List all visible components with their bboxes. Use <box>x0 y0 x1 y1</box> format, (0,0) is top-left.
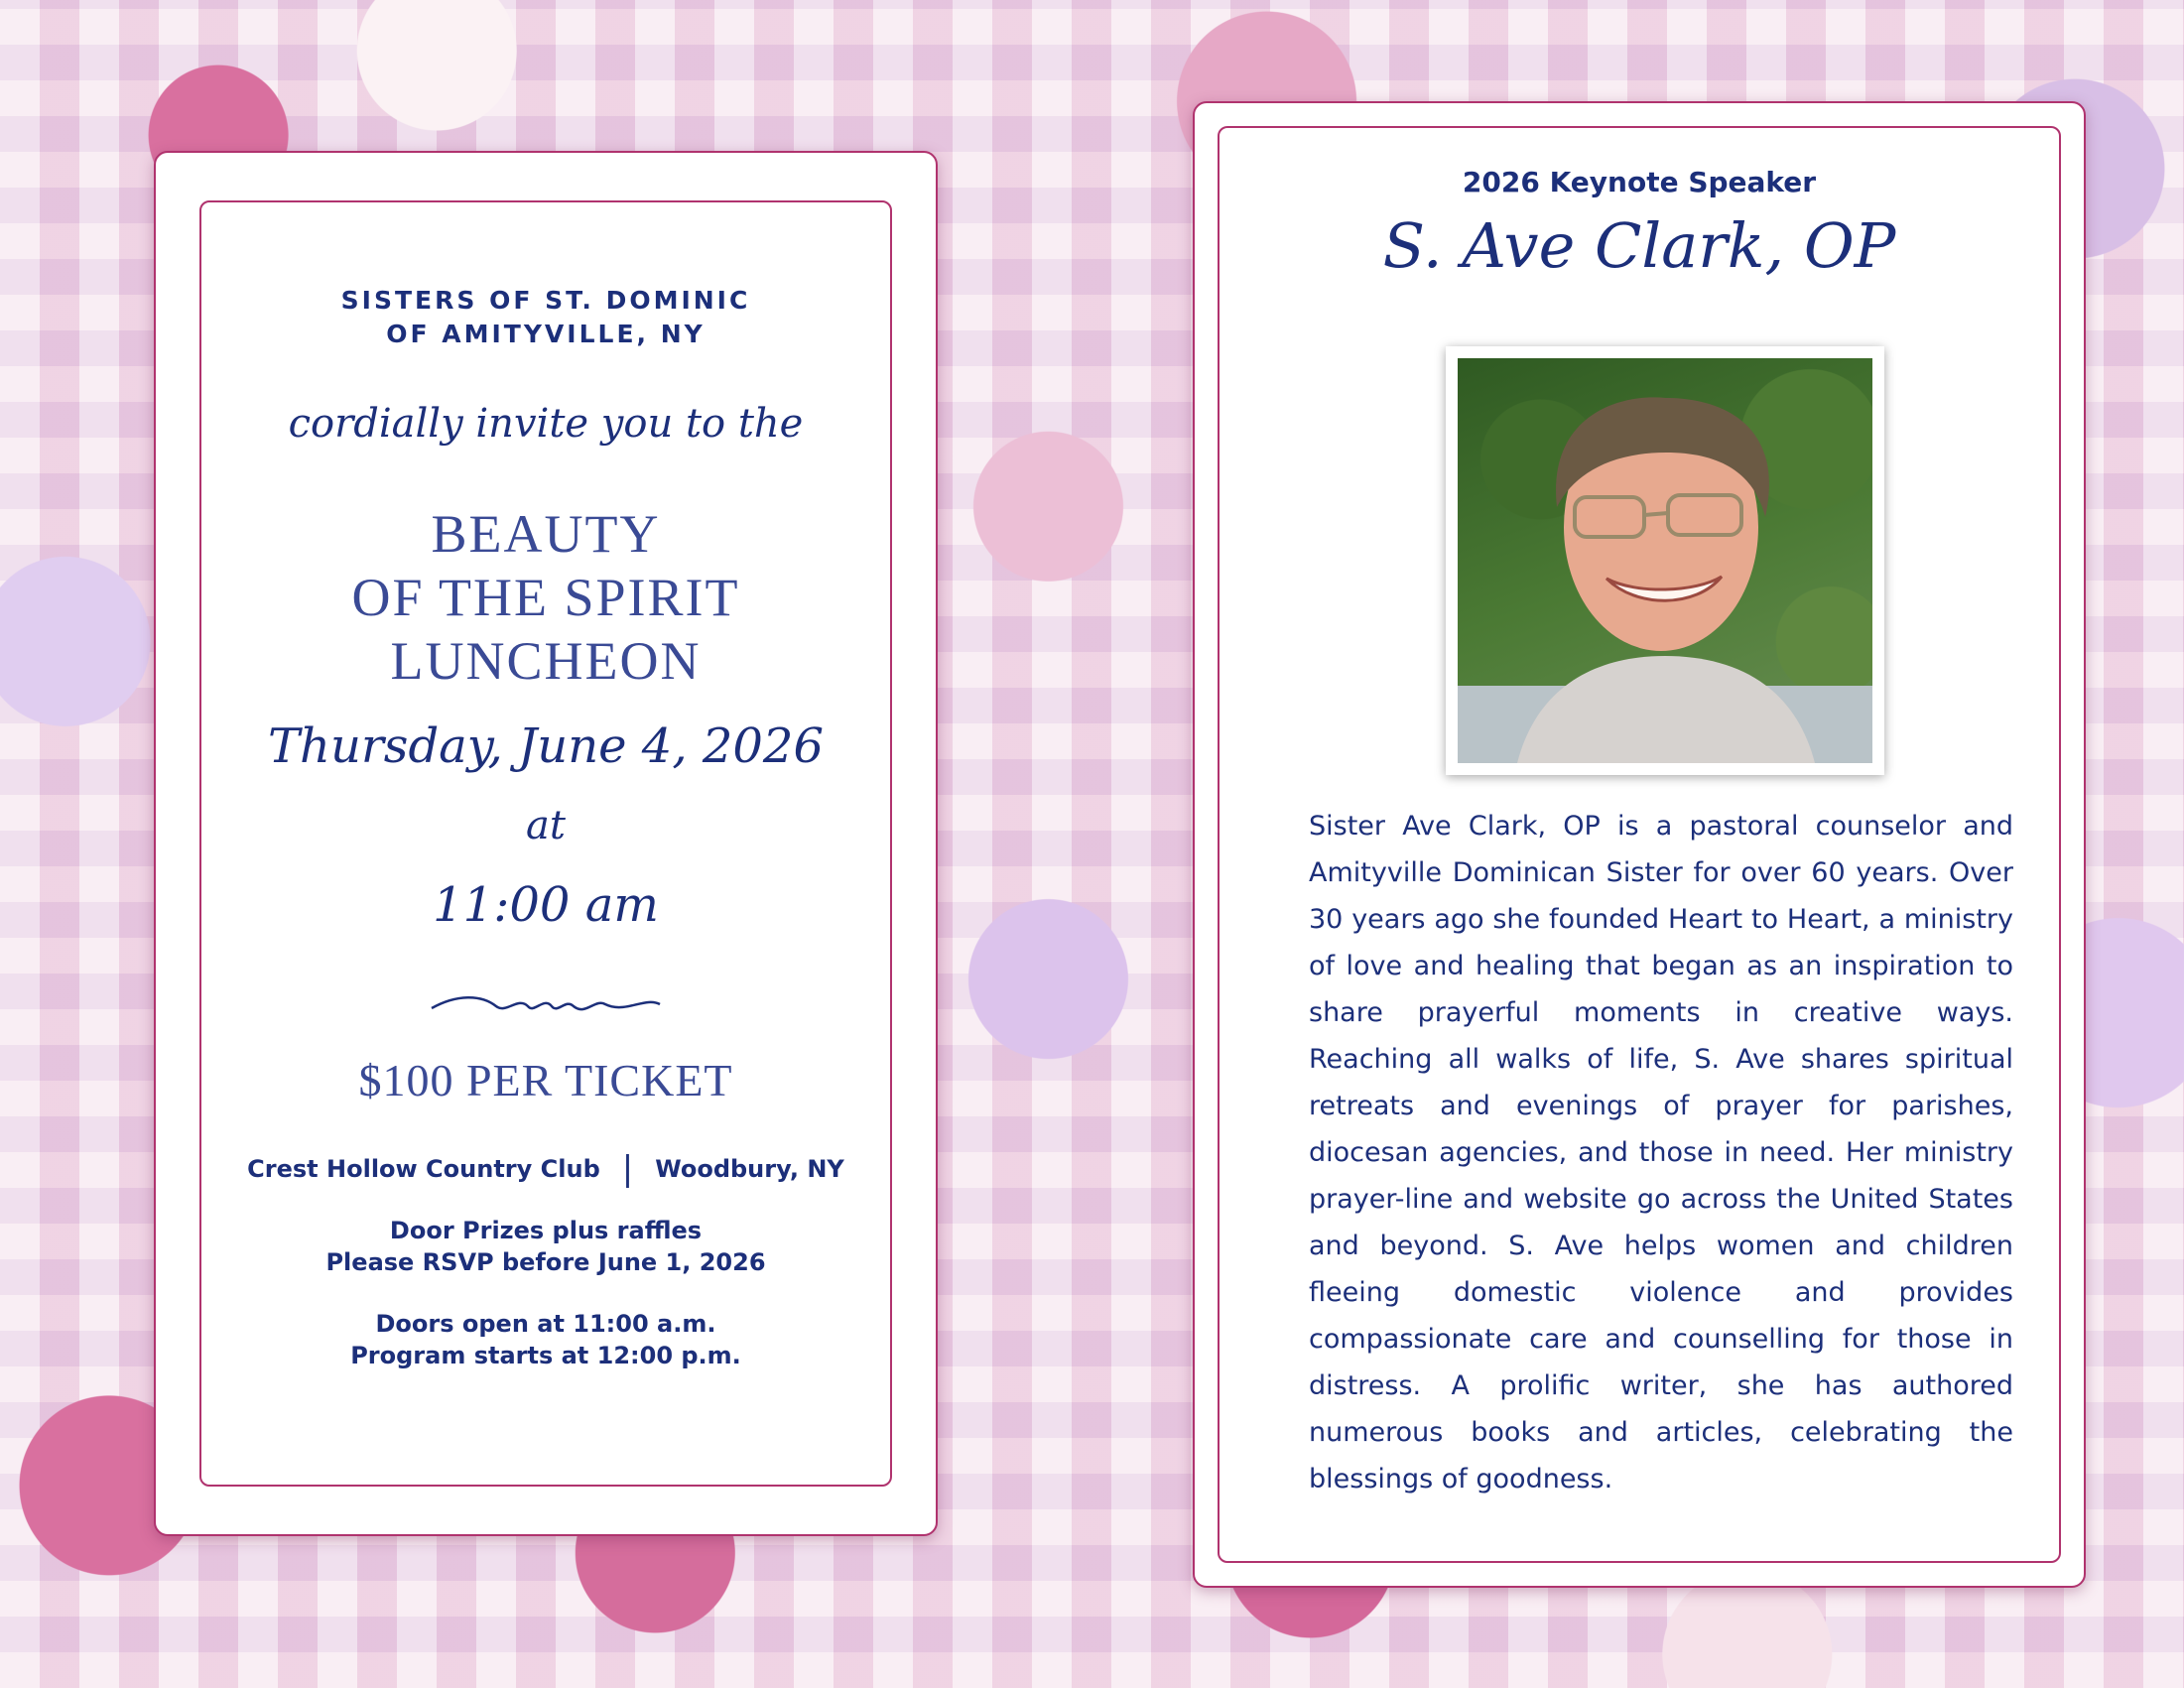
keynote-label: 2026 Keynote Speaker <box>1462 166 1817 198</box>
venue-row <box>201 1149 890 1189</box>
event-time: 11:00 am <box>433 877 659 933</box>
program-start-text: Program starts at 12:00 p.m. <box>350 1342 741 1369</box>
flourish-divider <box>201 986 890 1030</box>
speaker-name: S. Ave Clark, OP <box>1382 209 1896 282</box>
doors-open-text: Doors open at 11:00 a.m. <box>375 1310 716 1338</box>
org-line-2: OF AMITYVILLE, NY <box>386 320 706 348</box>
venue-separator: | <box>621 1149 634 1189</box>
invitation-card <box>154 151 938 1536</box>
ticket-price: $100 PER TICKET <box>358 1055 733 1105</box>
invite-line: cordially invite you to the <box>288 401 804 447</box>
prizes-rsvp <box>201 1215 890 1278</box>
flourish-icon <box>427 986 665 1026</box>
speaker-card <box>1193 101 2086 1588</box>
event-title-line-1: BEAUTY <box>431 504 661 564</box>
speaker-photo-frame <box>1446 346 1884 775</box>
event-title-line-2: OF THE SPIRIT <box>351 568 740 627</box>
rsvp-text: Please RSVP before June 1, 2026 <box>325 1248 766 1276</box>
prizes-text: Door Prizes plus raffles <box>389 1217 703 1244</box>
schedule <box>201 1308 890 1371</box>
venue-name: Crest Hollow Country Club <box>247 1155 600 1183</box>
event-date-block <box>201 707 890 945</box>
organization-name <box>201 284 890 351</box>
invitation-inner-border <box>199 200 892 1487</box>
event-at: at <box>526 803 566 848</box>
event-date: Thursday, June 4, 2026 <box>268 718 824 774</box>
event-title <box>201 502 890 693</box>
event-title-line-3: LUNCHEON <box>390 631 702 691</box>
speaker-photo <box>1458 358 1872 763</box>
venue-location: Woodbury, NY <box>655 1155 844 1183</box>
speaker-inner-border <box>1218 126 2061 1563</box>
org-line-1: SISTERS OF ST. DOMINIC <box>340 286 751 315</box>
portrait-illustration <box>1458 358 1872 763</box>
speaker-bio: Sister Ave Clark, OP is a pastoral counselor and Amityville Dominican Sister for over 60 years. Over 30 years ago she founded Heart to Heart, a ministry of love and healing that began as an inspiration to share prayerful moments in creative ways. Reaching all walks of life, S. Ave shares spiritual retreats and evenings of prayer for parishes, diocesan agencies, and those in need. Her ministry prayer-line and website go across the United States and beyond. S. Ave helps women and children fleeing domestic violence and provides compassionate care and counselling for those in distress. A prolific writer, she has authored numerous books and articles, celebrating the blessings of goodness. <box>1309 811 2013 1494</box>
